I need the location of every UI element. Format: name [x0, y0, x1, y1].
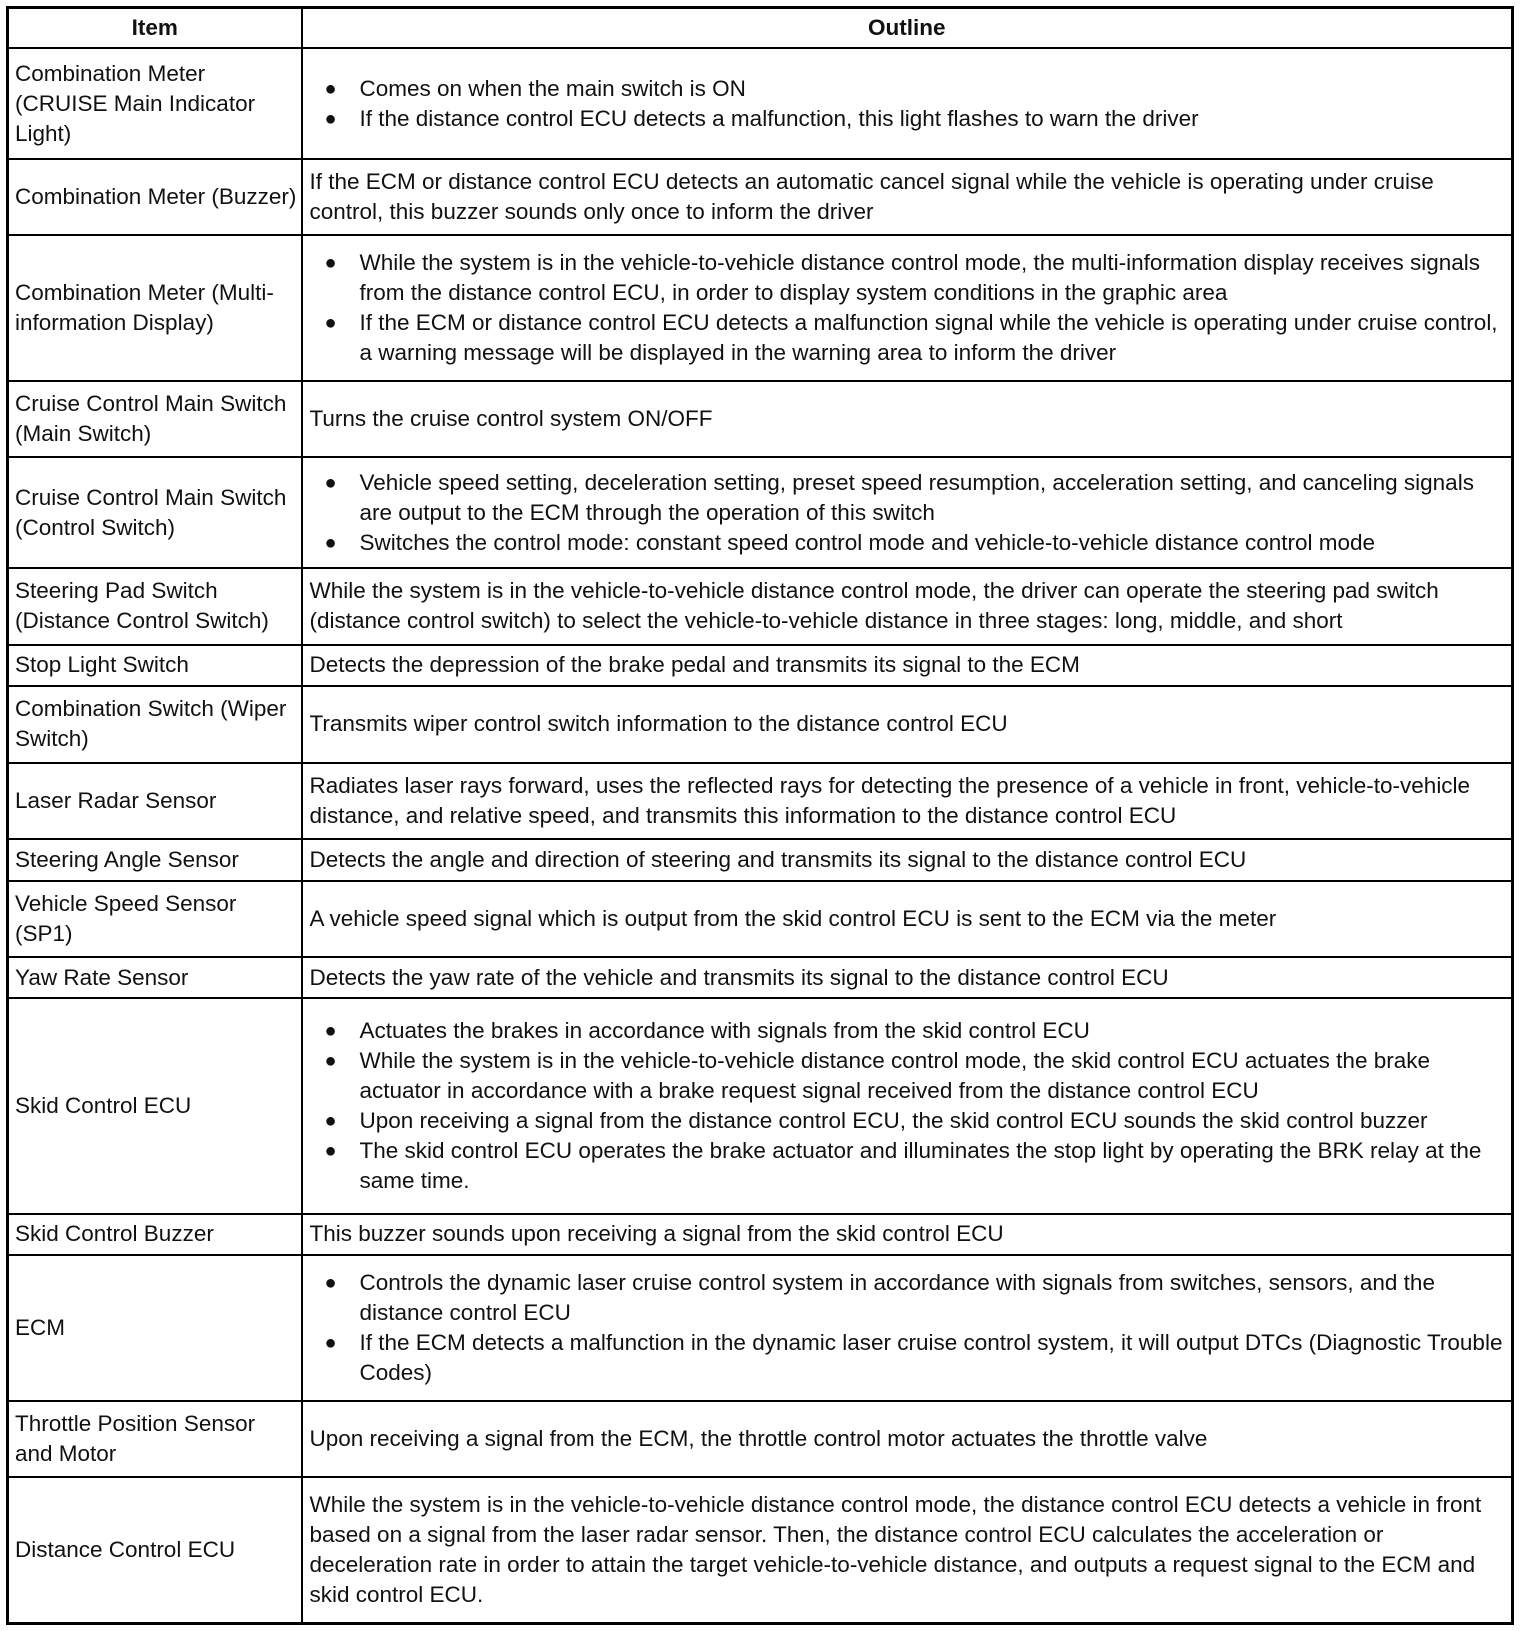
- item-cell: Cruise Control Main Switch (Main Switch): [8, 381, 302, 457]
- outline-cell: Detects the angle and direction of steering and transmits its signal to the distance control ECU: [302, 839, 1513, 881]
- item-cell: ECM: [8, 1255, 302, 1401]
- bullet-item: ● While the system is in the vehicle-to-vehicle distance control mode, the skid control ECU actuates the brake actuator in accordance with a brake request signal received from the distance control ECU: [310, 1046, 1506, 1106]
- outline-cell: Turns the cruise control system ON/OFF: [302, 381, 1513, 457]
- bullet-item: ● Vehicle speed setting, deceleration setting, preset speed resumption, acceleration setting, and canceling signals are output to the ECM through the operation of this switch: [310, 468, 1506, 528]
- outline-cell: [302, 48, 1513, 159]
- bullet-item: ● If the ECM or distance control ECU detects a malfunction signal while the vehicle is operating under cruise control, a warning message will be displayed in the warning area to inform the driver: [310, 308, 1506, 368]
- table-row: [8, 159, 1513, 235]
- table-row: [8, 998, 1513, 1213]
- bullet-item: ● Controls the dynamic laser cruise control system in accordance with signals from switches, sensors, and the distance control ECU: [310, 1268, 1506, 1328]
- item-cell: Vehicle Speed Sensor (SP1): [8, 881, 302, 957]
- outline-cell: [302, 457, 1513, 568]
- table-row: [8, 881, 1513, 957]
- item-cell: Skid Control Buzzer: [8, 1214, 302, 1256]
- item-cell: Combination Meter (CRUISE Main Indicator Light): [8, 48, 302, 159]
- outline-cell: [302, 235, 1513, 381]
- table-row: [8, 235, 1513, 381]
- item-cell: Skid Control ECU: [8, 998, 302, 1213]
- table-row: [8, 1401, 1513, 1477]
- table-row: [8, 381, 1513, 457]
- bullet-list: [310, 248, 1506, 368]
- outline-cell: [302, 998, 1513, 1213]
- bullet-list: [310, 1268, 1506, 1388]
- item-cell: Combination Switch (Wiper Switch): [8, 686, 302, 762]
- item-cell: Combination Meter (Multi-information Display): [8, 235, 302, 381]
- bullet-item: ● If the ECM detects a malfunction in the dynamic laser cruise control system, it will output DTCs (Diagnostic Trouble Codes): [310, 1328, 1506, 1388]
- header-outline: Outline: [302, 8, 1513, 49]
- bullet-item: ● The skid control ECU operates the brake actuator and illuminates the stop light by operating the BRK relay at the same time.: [310, 1136, 1506, 1196]
- outline-cell: Transmits wiper control switch information to the distance control ECU: [302, 686, 1513, 762]
- table-row: [8, 839, 1513, 881]
- item-cell: Laser Radar Sensor: [8, 763, 302, 839]
- bullet-item: ● If the distance control ECU detects a malfunction, this light flashes to warn the driver: [310, 104, 1506, 134]
- item-cell: Steering Angle Sensor: [8, 839, 302, 881]
- bullet-item: ● Switches the control mode: constant speed control mode and vehicle-to-vehicle distance control mode: [310, 528, 1506, 558]
- table-row: [8, 1477, 1513, 1623]
- item-cell: Distance Control ECU: [8, 1477, 302, 1623]
- outline-cell: A vehicle speed signal which is output from the skid control ECU is sent to the ECM via the meter: [302, 881, 1513, 957]
- table-row: [8, 1255, 1513, 1401]
- outline-cell: While the system is in the vehicle-to-vehicle distance control mode, the distance control ECU detects a vehicle in front based on a signal from the laser radar sensor. Then, the distance control ECU calculates the acceleration or deceleration rate in order to attain the target vehicle-to-vehicle distance, and outputs a request signal to the ECM and skid control ECU.: [302, 1477, 1513, 1623]
- outline-cell: Upon receiving a signal from the ECM, the throttle control motor actuates the throttle valve: [302, 1401, 1513, 1477]
- bullet-item: ● While the system is in the vehicle-to-vehicle distance control mode, the multi-information display receives signals from the distance control ECU, in order to display system conditions in the graphic area: [310, 248, 1506, 308]
- table-row: [8, 457, 1513, 568]
- table-row: [8, 645, 1513, 687]
- item-cell: Steering Pad Switch (Distance Control Switch): [8, 568, 302, 644]
- item-cell: Combination Meter (Buzzer): [8, 159, 302, 235]
- bullet-list: [310, 468, 1506, 558]
- item-cell: Throttle Position Sensor and Motor: [8, 1401, 302, 1477]
- outline-cell: This buzzer sounds upon receiving a signal from the skid control ECU: [302, 1214, 1513, 1256]
- bullet-item: ● Actuates the brakes in accordance with signals from the skid control ECU: [310, 1016, 1506, 1046]
- outline-cell: Detects the yaw rate of the vehicle and transmits its signal to the distance control ECU: [302, 957, 1513, 999]
- item-cell: Yaw Rate Sensor: [8, 957, 302, 999]
- table-row: [8, 48, 1513, 159]
- outline-cell: [302, 1255, 1513, 1401]
- table-row: [8, 568, 1513, 644]
- header-item: Item: [8, 8, 302, 49]
- bullet-list: [310, 74, 1506, 134]
- component-outline-table: [6, 6, 1514, 1625]
- outline-cell: Detects the depression of the brake pedal and transmits its signal to the ECM: [302, 645, 1513, 687]
- outline-cell: If the ECM or distance control ECU detects an automatic cancel signal while the vehicle is operating under cruise control, this buzzer sounds only once to inform the driver: [302, 159, 1513, 235]
- table-row: [8, 957, 1513, 999]
- table-row: [8, 686, 1513, 762]
- bullet-list: [310, 1016, 1506, 1196]
- outline-cell: While the system is in the vehicle-to-vehicle distance control mode, the driver can operate the steering pad switch (distance control switch) to select the vehicle-to-vehicle distance in three stages: long, middle, and short: [302, 568, 1513, 644]
- bullet-item: ● Upon receiving a signal from the distance control ECU, the skid control ECU sounds the skid control buzzer: [310, 1106, 1506, 1136]
- bullet-item: ● Comes on when the main switch is ON: [310, 74, 1506, 104]
- item-cell: Cruise Control Main Switch (Control Switch): [8, 457, 302, 568]
- table-row: [8, 763, 1513, 839]
- outline-cell: Radiates laser rays forward, uses the reflected rays for detecting the presence of a vehicle in front, vehicle-to-vehicle distance, and relative speed, and transmits this information to the distance control ECU: [302, 763, 1513, 839]
- header-row: [8, 8, 1513, 49]
- table-row: [8, 1214, 1513, 1256]
- item-cell: Stop Light Switch: [8, 645, 302, 687]
